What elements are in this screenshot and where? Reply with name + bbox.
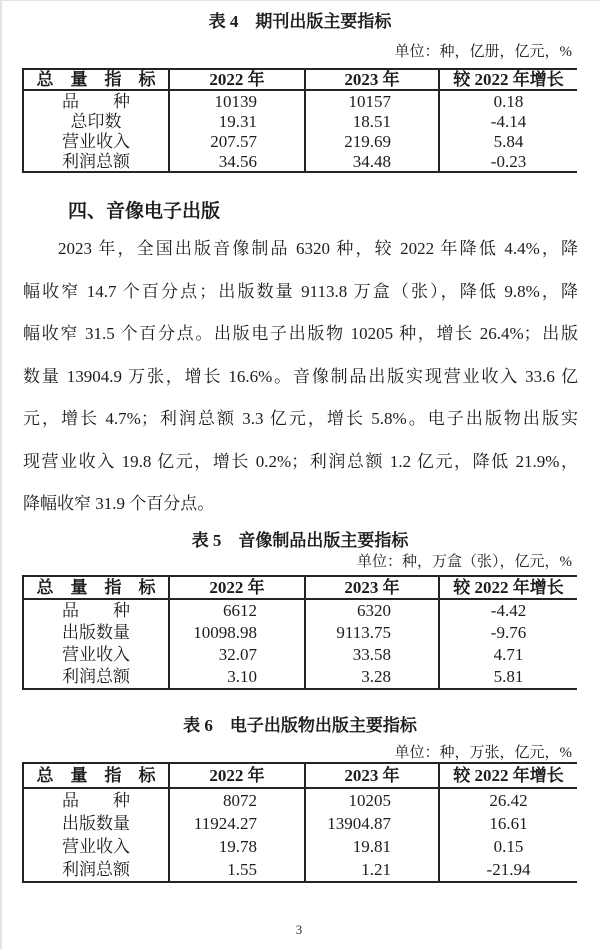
header-2023: 2023 年 [305,763,439,788]
paragraph-line: 幅收窄 14.7 个百分点；出版数量 9113.8 万盒（张），降低 9.8%，降 [23,281,578,301]
table-header-row [23,69,577,90]
table-row [23,788,577,812]
table-header-row [23,763,577,788]
scan-edge-left [0,0,2,949]
row-label: 出版数量 [62,623,130,642]
value-growth: 16.61 [439,812,577,835]
value-growth: -9.76 [439,622,577,644]
value-growth: -0.23 [439,151,577,172]
value-growth: 5.84 [439,131,577,151]
header-2022: 2022 年 [169,763,305,788]
table-row [23,111,577,131]
table-row [23,644,577,666]
value-2023: 34.48 [305,151,439,172]
header-indicator: 总 量 指 标 [23,763,169,788]
row-label: 总印数 [70,111,122,131]
row-label: 出版数量 [62,813,130,833]
value-growth: -4.14 [439,111,577,131]
value-growth: 5.81 [439,666,577,689]
header-growth: 较 2022 年增长 [439,763,577,788]
row-label: 品 种 [62,790,130,810]
section-heading: 四、音像电子出版 [68,201,221,222]
header-indicator: 总 量 指 标 [23,576,169,599]
value-growth: 4.71 [439,644,577,666]
header-2022: 2022 年 [169,576,305,599]
value-growth: 0.18 [439,90,577,111]
row-label: 利润总额 [62,151,130,171]
value-2023: 10157 [305,90,439,111]
value-2023: 6320 [305,599,439,622]
value-growth: 0.15 [439,835,577,858]
value-2022: 34.56 [169,151,305,172]
row-label: 营业收入 [62,836,130,856]
row-label: 利润总额 [62,667,130,686]
header-2022: 2022 年 [169,69,305,90]
value-2022: 3.10 [169,666,305,689]
table-row [23,131,577,151]
value-2022: 6612 [169,599,305,622]
header-2023: 2023 年 [305,69,439,90]
row-label: 营业收入 [62,645,130,664]
table5 [22,575,577,690]
table6 [22,762,577,883]
table-header-row [23,576,577,599]
table-row [23,90,577,111]
table-row [23,622,577,644]
paragraph-line: 现营业收入 19.8 亿元，增长 0.2%；利润总额 1.2 亿元，降低 21.9%， [23,451,578,471]
value-growth: -4.42 [439,599,577,622]
table4-unit: 单位：种，亿册，亿元，% [394,44,572,60]
header-growth: 较 2022 年增长 [439,69,577,90]
value-2022: 11924.27 [169,812,305,835]
value-2022: 10098.98 [169,622,305,644]
value-2022: 8072 [169,788,305,812]
row-label: 利润总额 [62,859,130,879]
table-row [23,858,577,882]
value-2022: 32.07 [169,644,305,666]
value-growth: 26.42 [439,788,577,812]
table4-title: 表 4 期刊出版主要指标 [208,12,392,31]
table-row [23,151,577,172]
table6-title: 表 6 电子出版物出版主要指标 [183,715,417,735]
value-2023: 13904.87 [305,812,439,835]
table-row [23,812,577,835]
header-indicator: 总 量 指 标 [23,69,169,90]
row-label: 品 种 [62,601,130,620]
value-2023: 1.21 [305,858,439,882]
row-label: 营业收入 [62,131,130,151]
table4 [22,68,577,173]
row-label: 品 种 [62,91,130,111]
table5-title: 表 5 音像制品出版主要指标 [191,530,409,550]
table-row [23,666,577,689]
page-number: 3 [295,922,303,937]
value-growth: -21.94 [439,858,577,882]
value-2022: 10139 [169,90,305,111]
value-2022: 19.31 [169,111,305,131]
paragraph-line: 元，增长 4.7%；利润总额 3.3 亿元，增长 5.8%。电子出版物出版实 [23,409,578,428]
value-2023: 219.69 [305,131,439,151]
value-2023: 10205 [305,788,439,812]
value-2023: 33.58 [305,644,439,666]
header-2023: 2023 年 [305,576,439,599]
body-paragraph [23,228,578,526]
table6-unit: 单位：种，万张，亿元，% [394,744,572,761]
paragraph-line: 数量 13904.9 万张，增长 16.6%。音像制品出版实现营业收入 33.6 亿 [23,366,578,386]
value-2022: 19.78 [169,835,305,858]
value-2022: 1.55 [169,858,305,882]
table-row [23,835,577,858]
value-2023: 3.28 [305,666,439,689]
value-2023: 9113.75 [305,622,439,644]
value-2023: 19.81 [305,835,439,858]
value-2022: 207.57 [169,131,305,151]
header-growth: 较 2022 年增长 [439,576,577,599]
paragraph-line: 幅收窄 31.5 个百分点。出版电子出版物 10205 种，增长 26.4%；出版 [23,324,578,343]
scan-edge-top [0,0,600,1]
value-2023: 18.51 [305,111,439,131]
paragraph-line: 降幅收窄 31.9 个百分点。 [23,494,215,513]
table5-unit: 单位：种，万盒（张），亿元，% [357,553,572,570]
paragraph-line: 2023 年，全国出版音像制品 6320 种，较 2022 年降低 4.4%，降 [58,239,578,258]
table-row [23,599,577,622]
